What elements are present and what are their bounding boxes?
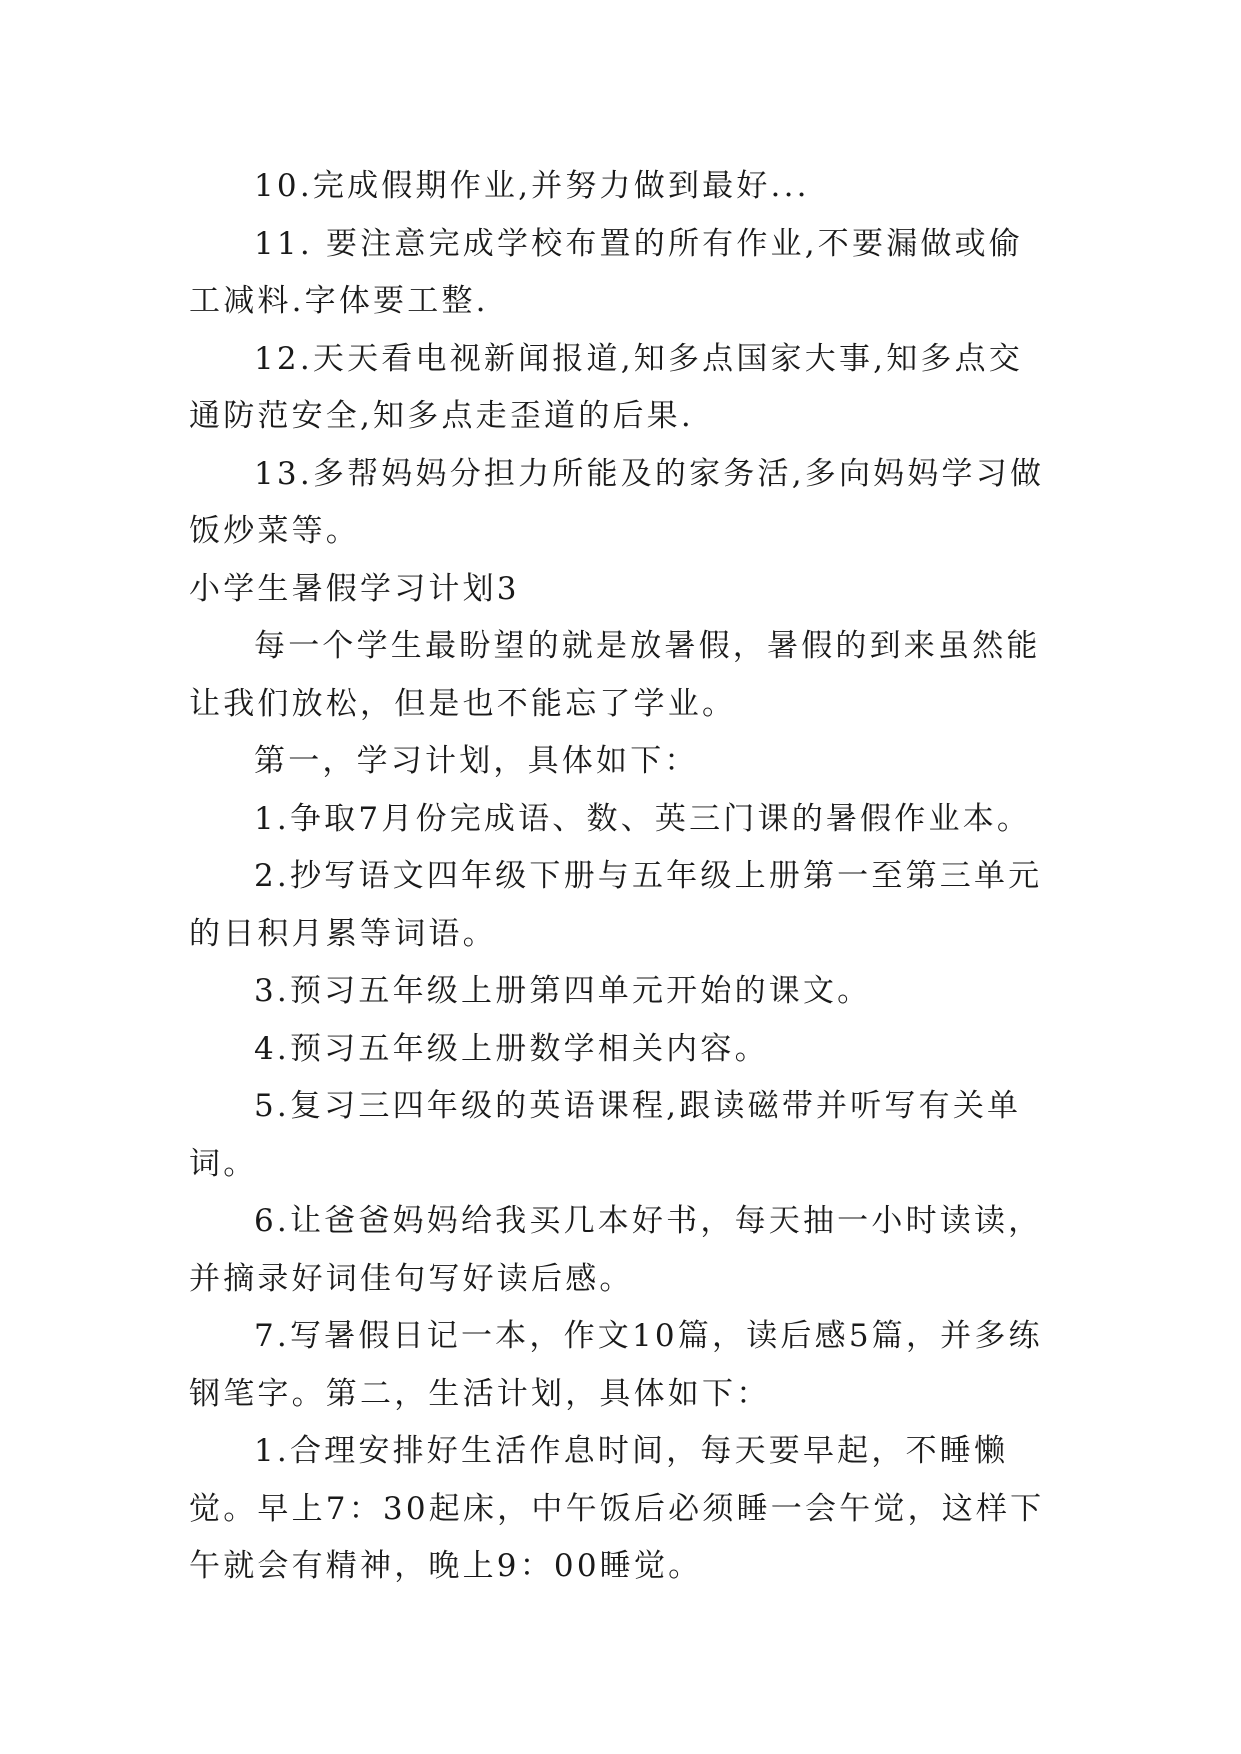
study-item-7: 7.写暑假日记一本，作文10篇，读后感5篇，并多练钢笔字。第二，生活计划，具体如下： — [189, 1318, 1043, 1412]
section-heading: 小学生暑假学习计划3 — [189, 570, 520, 607]
paragraph-item-11: 11. 要注意完成学校布置的所有作业,不要漏做或偷工减料.字体要工整. — [189, 225, 1024, 319]
study-item-3: 3.预习五年级上册第四单元开始的课文。 — [254, 973, 872, 1009]
study-item-2: 2.抄写语文四年级下册与五年级上册第一至第三单元的日积月累等词语。 — [189, 858, 1043, 952]
document-body — [189, 158, 1049, 1596]
study-item-1: 1.争取7月份完成语、数、英三门课的暑假作业本。 — [254, 800, 1032, 837]
study-plan-heading: 第一，学习计划，具体如下： — [254, 743, 699, 779]
study-item-6: 6.让爸爸妈妈给我买几本好书，每天抽一小时读读，并摘录好词佳句写好读后感。 — [189, 1203, 1043, 1297]
study-item-4: 4.预习五年级上册数学相关内容。 — [254, 1030, 769, 1067]
study-item-5: 5.复习三四年级的英语课程,跟读磁带并听写有关单词。 — [189, 1088, 1022, 1182]
intro-paragraph: 每一个学生最盼望的就是放暑假，暑假的到来虽然能让我们放松，但是也不能忘了学业。 — [189, 628, 1041, 722]
paragraph-item-13: 13.多帮妈妈分担力所能及的家务活,多向妈妈学习做饭炒菜等。 — [189, 455, 1045, 549]
life-item-1: 1.合理安排好生活作息时间，每天要早起，不睡懒觉。早上7：30起床，中午饭后必须睡一会午觉，这样下午就会有精神，晚上9：00睡觉。 — [189, 1433, 1045, 1584]
paragraph-item-12: 12.天天看电视新闻报道,知多点国家大事,知多点交通防范安全,知多点走歪道的后果. — [189, 340, 1024, 434]
paragraph-item-10: 10.完成假期作业,并努力做到最好... — [254, 168, 810, 204]
